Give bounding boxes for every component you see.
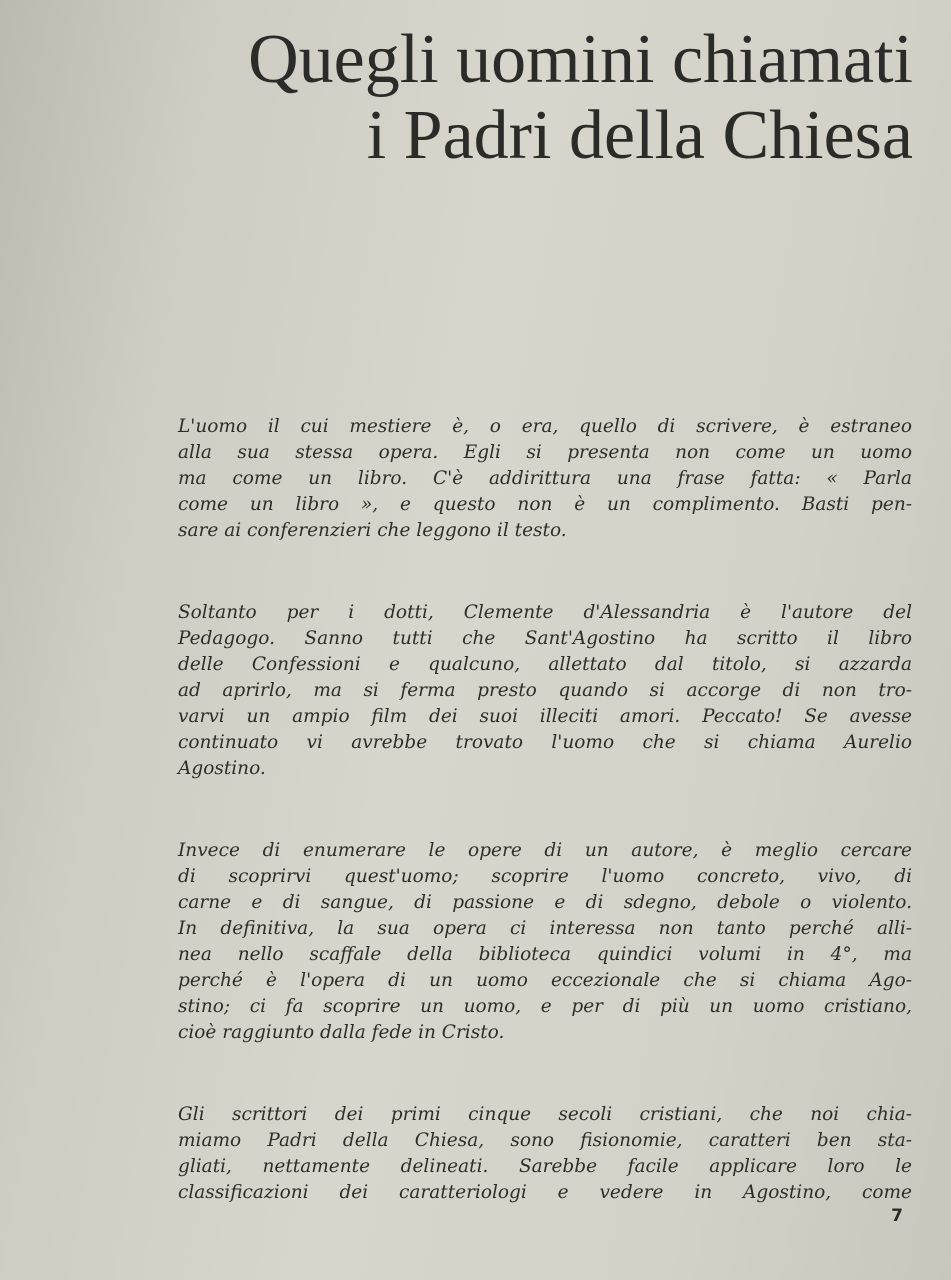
text-line: nea nello scaffale della biblioteca quindici volumi in 4°, ma xyxy=(178,944,912,965)
text-line: sare ai conferenzieri che leggono il testo. xyxy=(178,520,567,541)
text-line: delle Confessioni e qualcuno, allettato dal titolo, si azzarda xyxy=(178,654,912,675)
paragraph-3 xyxy=(178,838,912,1046)
text-line: Soltanto per i dotti, Clemente d'Alessandria è l'autore del xyxy=(178,602,912,623)
text-line: Gli scrittori dei primi cinque secoli cristiani, che noi chia- xyxy=(178,1104,912,1125)
page-title-line-2: i Padri della Chiesa xyxy=(366,97,913,174)
text-line: come un libro », e questo non è un complimento. Basti pen- xyxy=(178,494,912,515)
text-line: cioè raggiunto dalla fede in Cristo. xyxy=(178,1022,505,1043)
text-line: In definitiva, la sua opera ci interessa non tanto perché alli- xyxy=(178,918,912,939)
text-line: classificazioni dei caratteriologi e vedere in Agostino, come xyxy=(178,1182,912,1203)
paragraph-1 xyxy=(178,414,912,544)
text-line: alla sua stessa opera. Egli si presenta non come un uomo xyxy=(178,442,912,463)
text-line: Pedagogo. Sanno tutti che Sant'Agostino ha scritto il libro xyxy=(178,628,912,649)
text-line: di scoprirvi quest'uomo; scoprire l'uomo concreto, vivo, di xyxy=(178,866,912,887)
text-line: Agostino. xyxy=(178,758,266,779)
text-line: perché è l'opera di un uomo eccezionale che si chiama Ago- xyxy=(178,970,912,991)
text-line: ad aprirlo, ma si ferma presto quando si accorge di non tro- xyxy=(178,680,912,701)
text-line: continuato vi avrebbe trovato l'uomo che si chiama Aurelio xyxy=(178,732,912,753)
text-line: ma come un libro. C'è addirittura una frase fatta: « Parla xyxy=(178,468,912,489)
text-line: varvi un ampio film dei suoi illeciti amori. Peccato! Se avesse xyxy=(178,706,912,727)
body-text xyxy=(178,414,912,1262)
page-title-line-1: Quegli uomini chiamati xyxy=(248,21,913,98)
text-line: miamo Padri della Chiesa, sono fisionomie, caratteri ben sta- xyxy=(178,1130,912,1151)
text-line: Invece di enumerare le opere di un autore, è meglio cercare xyxy=(178,840,912,861)
text-line: gliati, nettamente delineati. Sarebbe facile applicare loro le xyxy=(178,1156,912,1177)
text-line: carne e di sangue, di passione e di sdegno, debole o violento. xyxy=(178,892,912,913)
page-title xyxy=(153,22,913,174)
paragraph-4 xyxy=(178,1102,912,1206)
paragraph-2 xyxy=(178,600,912,782)
text-line: L'uomo il cui mestiere è, o era, quello di scrivere, è estraneo xyxy=(178,416,912,437)
page-number: 7 xyxy=(891,1206,903,1226)
text-line: stino; ci fa scoprire un uomo, e per di più un uomo cristiano, xyxy=(178,996,912,1017)
